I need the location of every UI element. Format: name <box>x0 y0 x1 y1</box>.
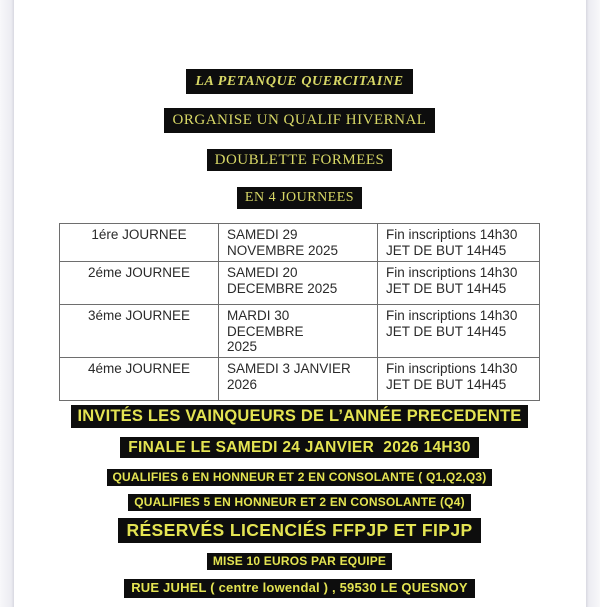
journee-label: 4éme JOURNEE <box>60 358 219 401</box>
schedule-table <box>59 223 540 402</box>
venue-address-banner: RUE JUHEL ( centre lowendal ) , 59530 LE QUESNOY <box>124 579 475 597</box>
date-line: SAMEDI 3 JANVIER <box>227 361 351 377</box>
info-line: JET DE BUT 14H45 <box>386 323 507 339</box>
journee-date <box>219 358 378 401</box>
license-requirement-banner: RÉSERVÉS LICENCIÉS FFPJP ET FIPJP <box>118 518 480 543</box>
info-line: JET DE BUT 14H45 <box>386 280 507 296</box>
date-line: NOVEMBRE 2025 <box>227 242 339 258</box>
table-row <box>60 358 540 401</box>
qualified-q4-banner: QUALIFIES 5 EN HONNEUR ET 2 EN CONSOLANTE (Q4) <box>128 494 471 511</box>
table-row <box>60 261 540 304</box>
info-line: Fin inscriptions 14h30 <box>386 226 518 242</box>
page-edge-left <box>0 0 14 607</box>
date-line: 2025 <box>227 339 258 355</box>
journee-date <box>219 223 378 261</box>
qualified-q1q2q3-banner: QUALIFIES 6 EN HONNEUR ET 2 EN CONSOLANTE ( Q1,Q2,Q3) <box>107 469 493 486</box>
club-title-banner: LA PETANQUE QUERCITAINE <box>186 69 412 94</box>
invited-winners-banner: INVITÉS LES VAINQUEURS DE L’ANNÉE PRECEDENTE <box>71 405 529 427</box>
journee-date <box>219 304 378 358</box>
info-line: JET DE BUT 14H45 <box>386 377 507 393</box>
entry-fee-banner: MISE 10 EUROS PAR EQUIPE <box>207 553 392 570</box>
journee-label: 3éme JOURNEE <box>60 304 219 358</box>
journee-label: 2éme JOURNEE <box>60 261 219 304</box>
journee-info <box>378 261 540 304</box>
journee-info <box>378 223 540 261</box>
info-line: Fin inscriptions 14h30 <box>386 361 518 377</box>
date-line: MARDI 30 DECEMBRE <box>227 307 304 339</box>
date-line: SAMEDI 20 <box>227 264 298 280</box>
info-line: Fin inscriptions 14h30 <box>386 307 518 323</box>
info-line: JET DE BUT 14H45 <box>386 242 507 258</box>
table-row <box>60 223 540 261</box>
event-subtitle-banner: ORGANISE UN QUALIF HIVERNAL <box>164 108 436 133</box>
format-banner: DOUBLETTE FORMEES <box>207 149 393 172</box>
table-row <box>60 304 540 358</box>
flyer-content <box>14 0 585 607</box>
journee-label: 1ére JOURNEE <box>60 223 219 261</box>
final-date-banner: FINALE LE SAMEDI 24 JANVIER 2026 14H30 <box>120 437 478 458</box>
journee-info <box>378 304 540 358</box>
date-line: DECEMBRE 2025 <box>227 280 338 296</box>
date-line: 2026 <box>227 377 258 393</box>
journee-info <box>378 358 540 401</box>
days-count-banner: EN 4 JOURNEES <box>237 187 362 208</box>
journee-date <box>219 261 378 304</box>
page-edge-right <box>586 0 600 607</box>
info-line: Fin inscriptions 14h30 <box>386 264 518 280</box>
date-line: SAMEDI 29 <box>227 226 298 242</box>
